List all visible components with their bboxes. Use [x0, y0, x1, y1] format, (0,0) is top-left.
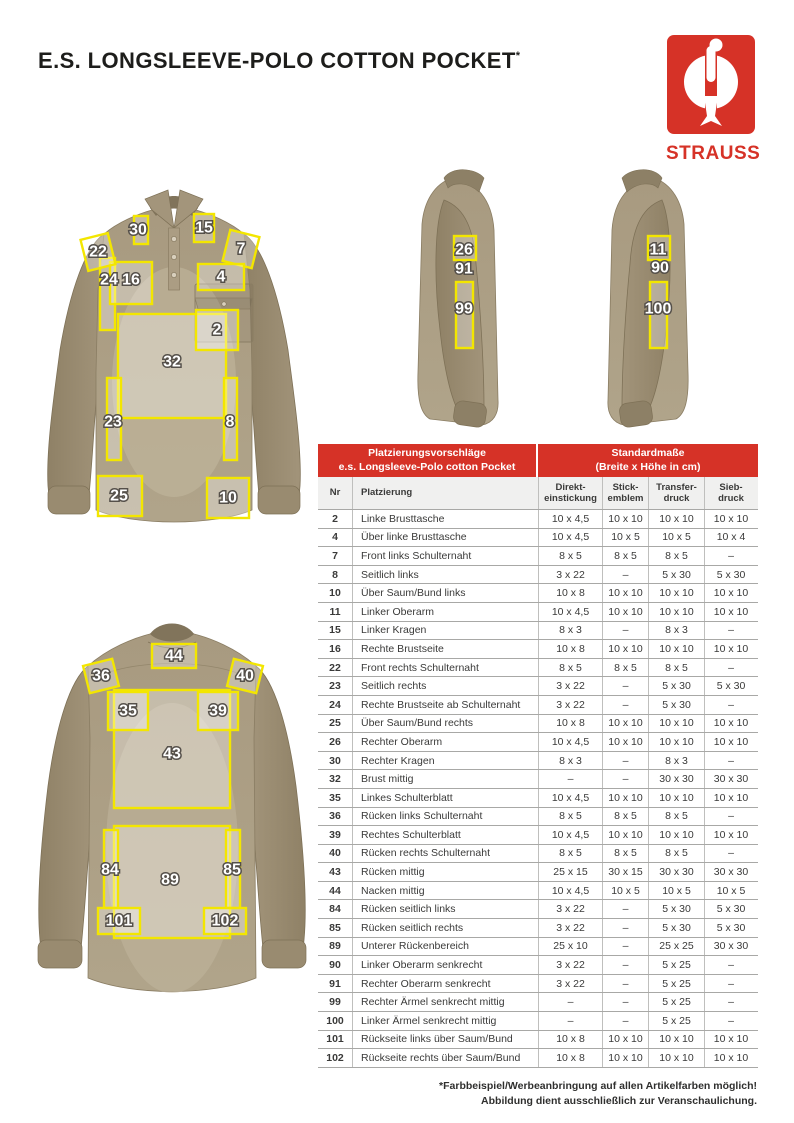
- size-siebdruck: –: [704, 993, 757, 1011]
- group-header-placements: [318, 444, 538, 477]
- table-row: [318, 882, 758, 901]
- size-direkteinstickung: 8 x 3: [538, 752, 602, 770]
- size-siebdruck: 10 x 10: [704, 789, 757, 807]
- placement-marker-number-84: 84: [101, 861, 119, 879]
- row-placement: Über Saum/Bund links: [352, 584, 538, 602]
- placement-marker-number-15: 15: [195, 219, 213, 237]
- column-header-stickemblem: Stick- emblem: [602, 477, 648, 509]
- shirt-front-view: [28, 172, 320, 550]
- size-siebdruck: –: [704, 975, 757, 993]
- size-stickemblem: –: [602, 956, 648, 974]
- placement-marker-number-35: 35: [119, 702, 137, 720]
- row-nr: 85: [329, 921, 341, 934]
- size-stickemblem: 8 x 5: [602, 845, 648, 863]
- table-row: [318, 956, 758, 975]
- table-row: [318, 919, 758, 938]
- size-transferdruck: 10 x 10: [648, 584, 704, 602]
- size-transferdruck: 5 x 25: [648, 1012, 704, 1030]
- group-header-placements-line2: e.s. Longsleeve-Polo cotton Pocket: [338, 460, 516, 473]
- table-row: [318, 547, 758, 566]
- placement-marker-number-100: 100: [644, 300, 672, 318]
- size-transferdruck: 30 x 30: [648, 770, 704, 788]
- size-siebdruck: 30 x 30: [704, 938, 757, 956]
- size-direkteinstickung: –: [538, 993, 602, 1011]
- column-header-nr: Nr: [329, 487, 341, 499]
- placement-marker-number-44: 44: [165, 647, 183, 665]
- placement-marker-number-26: 26: [455, 241, 473, 259]
- size-siebdruck: 5 x 30: [704, 900, 757, 918]
- placement-marker-number-43: 43: [163, 745, 181, 763]
- footnote-line1: *Farbbeispiel/Werbeanbringung auf allen Artikelfarben möglich!: [439, 1080, 757, 1092]
- placement-size-table: [318, 444, 758, 1068]
- placement-marker-number-91: 91: [455, 260, 473, 278]
- row-nr: 101: [326, 1033, 344, 1046]
- size-siebdruck: –: [704, 659, 757, 677]
- row-nr: 26: [329, 735, 341, 748]
- table-row: [318, 584, 758, 603]
- table-row: [318, 826, 758, 845]
- size-siebdruck: 30 x 30: [704, 770, 757, 788]
- size-transferdruck: 5 x 25: [648, 956, 704, 974]
- row-nr: 90: [329, 959, 341, 972]
- size-direkteinstickung: 8 x 5: [538, 808, 602, 826]
- size-stickemblem: –: [602, 993, 648, 1011]
- size-stickemblem: 10 x 10: [602, 733, 648, 751]
- size-transferdruck: 10 x 10: [648, 826, 704, 844]
- table-row: [318, 845, 758, 864]
- placement-marker-number-85: 85: [223, 861, 241, 879]
- row-nr: 4: [332, 531, 338, 544]
- size-transferdruck: 8 x 5: [648, 845, 704, 863]
- placement-marker-number-4: 4: [216, 268, 226, 286]
- table-row: [318, 677, 758, 696]
- table-row: [318, 696, 758, 715]
- size-transferdruck: 10 x 10: [648, 1031, 704, 1049]
- size-stickemblem: –: [602, 677, 648, 695]
- size-direkteinstickung: 3 x 22: [538, 677, 602, 695]
- size-direkteinstickung: 8 x 5: [538, 547, 602, 565]
- row-nr: 8: [332, 568, 338, 581]
- table-row: [318, 622, 758, 641]
- row-placement: Rücken rechts Schulternaht: [352, 845, 538, 863]
- size-siebdruck: 10 x 10: [704, 603, 757, 621]
- size-direkteinstickung: 25 x 10: [538, 938, 602, 956]
- row-nr: 102: [326, 1052, 344, 1065]
- placement-marker-number-8: 8: [225, 413, 235, 431]
- size-siebdruck: –: [704, 547, 757, 565]
- row-nr: 2: [332, 512, 338, 525]
- table-row: [318, 808, 758, 827]
- table-row: [318, 993, 758, 1012]
- table-row: [318, 975, 758, 994]
- size-siebdruck: 10 x 4: [704, 529, 757, 547]
- row-nr: 7: [332, 549, 338, 562]
- size-stickemblem: 30 x 15: [602, 863, 648, 881]
- row-placement: Rechter Oberarm senkrecht: [352, 975, 538, 993]
- row-nr: 40: [329, 847, 341, 860]
- row-nr: 22: [329, 661, 341, 674]
- table-row: [318, 752, 758, 771]
- row-nr: 100: [326, 1014, 344, 1027]
- size-stickemblem: 10 x 10: [602, 789, 648, 807]
- size-transferdruck: 25 x 25: [648, 938, 704, 956]
- size-direkteinstickung: 10 x 4,5: [538, 826, 602, 844]
- row-placement: Linkes Schulterblatt: [352, 789, 538, 807]
- placement-marker-number-2: 2: [212, 321, 222, 339]
- table-column-header-row: [318, 477, 758, 510]
- size-stickemblem: –: [602, 622, 648, 640]
- row-placement: Rückseite rechts über Saum/Bund: [352, 1049, 538, 1067]
- title-asterisk: *: [515, 49, 521, 62]
- row-placement: Über Saum/Bund rechts: [352, 715, 538, 733]
- size-siebdruck: –: [704, 752, 757, 770]
- row-placement: Linker Kragen: [352, 622, 538, 640]
- size-transferdruck: 10 x 10: [648, 789, 704, 807]
- table-row: [318, 715, 758, 734]
- row-nr: 11: [329, 605, 341, 618]
- logo-wordmark: STRAUSS: [666, 143, 761, 164]
- size-direkteinstickung: 25 x 15: [538, 863, 602, 881]
- row-placement: Rechte Brustseite: [352, 640, 538, 658]
- row-nr: 23: [329, 680, 341, 693]
- size-siebdruck: 5 x 30: [704, 566, 757, 584]
- row-placement: Unterer Rückenbereich: [352, 938, 538, 956]
- size-direkteinstickung: 10 x 4,5: [538, 733, 602, 751]
- size-stickemblem: 8 x 5: [602, 659, 648, 677]
- size-stickemblem: –: [602, 696, 648, 714]
- size-siebdruck: 10 x 10: [704, 715, 757, 733]
- row-nr: 44: [329, 884, 341, 897]
- size-direkteinstickung: 10 x 4,5: [538, 510, 602, 528]
- row-placement: Linker Oberarm senkrecht: [352, 956, 538, 974]
- table-row: [318, 770, 758, 789]
- group-header-sizes-line1: Standardmaße: [611, 446, 685, 459]
- strauss-ostrich-icon: [666, 34, 756, 135]
- size-transferdruck: 5 x 25: [648, 975, 704, 993]
- placement-marker-number-23: 23: [104, 413, 122, 431]
- table-row: [318, 900, 758, 919]
- size-siebdruck: –: [704, 845, 757, 863]
- table-row: [318, 1049, 758, 1068]
- table-row: [318, 1031, 758, 1050]
- size-transferdruck: 10 x 10: [648, 510, 704, 528]
- table-row: [318, 510, 758, 529]
- size-stickemblem: 10 x 10: [602, 603, 648, 621]
- shirt-back-view: [24, 598, 320, 1018]
- shirt-side-views: [394, 162, 790, 448]
- row-placement: Front rechts Schulternaht: [352, 659, 538, 677]
- placement-marker-number-36: 36: [92, 667, 110, 685]
- table-row: [318, 659, 758, 678]
- size-transferdruck: 5 x 30: [648, 900, 704, 918]
- size-siebdruck: –: [704, 696, 757, 714]
- size-stickemblem: 10 x 10: [602, 826, 648, 844]
- size-direkteinstickung: 10 x 4,5: [538, 882, 602, 900]
- size-direkteinstickung: 3 x 22: [538, 919, 602, 937]
- size-transferdruck: 10 x 5: [648, 529, 704, 547]
- size-stickemblem: 10 x 5: [602, 529, 648, 547]
- row-nr: 99: [329, 996, 341, 1009]
- placement-marker-number-32: 32: [163, 353, 181, 371]
- size-direkteinstickung: 3 x 22: [538, 956, 602, 974]
- size-stickemblem: 8 x 5: [602, 547, 648, 565]
- row-nr: 30: [329, 754, 341, 767]
- row-nr: 84: [329, 903, 341, 916]
- row-placement: Rücken seitlich links: [352, 900, 538, 918]
- row-placement: Linker Oberarm: [352, 603, 538, 621]
- row-placement: Rücken seitlich rechts: [352, 919, 538, 937]
- size-stickemblem: 10 x 10: [602, 1031, 648, 1049]
- group-header-sizes: [538, 444, 758, 477]
- placement-marker-number-90: 90: [651, 259, 669, 277]
- row-nr: 16: [329, 642, 341, 655]
- row-placement: Linke Brusttasche: [352, 510, 538, 528]
- row-placement: Über linke Brusttasche: [352, 529, 538, 547]
- placement-marker-number-11: 11: [649, 241, 667, 259]
- row-nr: 36: [329, 810, 341, 823]
- row-nr: 43: [329, 866, 341, 879]
- size-direkteinstickung: 10 x 8: [538, 1049, 602, 1067]
- size-siebdruck: –: [704, 956, 757, 974]
- size-direkteinstickung: 8 x 5: [538, 845, 602, 863]
- shirt-back-sleeve-art: [38, 666, 94, 968]
- footnote-line2: Abbildung dient ausschließlich zur Veranschaulichung.: [481, 1094, 757, 1107]
- column-header-transferdruck: Transfer- druck: [648, 477, 704, 509]
- strauss-logo: [666, 34, 761, 165]
- size-direkteinstickung: 10 x 8: [538, 715, 602, 733]
- placement-marker-number-99: 99: [455, 300, 473, 318]
- size-siebdruck: –: [704, 622, 757, 640]
- size-stickemblem: –: [602, 938, 648, 956]
- placement-marker-number-25: 25: [110, 487, 128, 505]
- placement-marker-number-16: 16: [122, 271, 140, 289]
- column-header-direkteinstickung: Direkt- einstickung: [538, 477, 602, 509]
- row-nr: 24: [329, 698, 341, 711]
- group-header-sizes-line2: (Breite x Höhe in cm): [595, 460, 701, 473]
- placement-marker-number-30: 30: [129, 221, 147, 239]
- row-placement: Seitlich rechts: [352, 677, 538, 695]
- size-direkteinstickung: 10 x 4,5: [538, 789, 602, 807]
- size-direkteinstickung: 10 x 4,5: [538, 603, 602, 621]
- placement-marker-number-7: 7: [236, 240, 246, 258]
- size-direkteinstickung: 3 x 22: [538, 900, 602, 918]
- size-siebdruck: 10 x 10: [704, 733, 757, 751]
- size-siebdruck: 10 x 5: [704, 882, 757, 900]
- size-direkteinstickung: 3 x 22: [538, 696, 602, 714]
- size-direkteinstickung: 8 x 3: [538, 622, 602, 640]
- size-stickemblem: –: [602, 566, 648, 584]
- size-stickemblem: 10 x 10: [602, 1049, 648, 1067]
- size-siebdruck: 10 x 10: [704, 584, 757, 602]
- size-transferdruck: 8 x 3: [648, 752, 704, 770]
- placement-marker-number-10: 10: [219, 489, 237, 507]
- size-siebdruck: 10 x 10: [704, 510, 757, 528]
- table-row: [318, 566, 758, 585]
- row-nr: 10: [329, 587, 341, 600]
- size-stickemblem: –: [602, 900, 648, 918]
- group-header-placements-line1: Platzierungsvorschläge: [368, 446, 486, 459]
- size-stickemblem: 8 x 5: [602, 808, 648, 826]
- column-header-platzierung: Platzierung: [352, 477, 538, 509]
- page-title: E.S. LONGSLEEVE-POLO COTTON POCKET*: [38, 47, 521, 73]
- size-transferdruck: 10 x 10: [648, 640, 704, 658]
- row-placement: Rückseite links über Saum/Bund: [352, 1031, 538, 1049]
- size-stickemblem: –: [602, 752, 648, 770]
- row-placement: Brust mittig: [352, 770, 538, 788]
- size-siebdruck: 10 x 10: [704, 1049, 757, 1067]
- row-nr: 35: [329, 791, 341, 804]
- size-transferdruck: 5 x 30: [648, 566, 704, 584]
- row-placement: Front links Schulternaht: [352, 547, 538, 565]
- size-siebdruck: 5 x 30: [704, 919, 757, 937]
- size-stickemblem: –: [602, 770, 648, 788]
- size-transferdruck: 10 x 5: [648, 882, 704, 900]
- size-stickemblem: 10 x 10: [602, 640, 648, 658]
- table-row: [318, 640, 758, 659]
- table-row: [318, 1012, 758, 1031]
- size-transferdruck: 8 x 5: [648, 659, 704, 677]
- size-transferdruck: 5 x 25: [648, 993, 704, 1011]
- size-direkteinstickung: –: [538, 1012, 602, 1030]
- size-stickemblem: 10 x 10: [602, 584, 648, 602]
- placement-marker-number-101: 101: [105, 912, 133, 930]
- placement-marker-number-24: 24: [100, 271, 118, 289]
- row-nr: 91: [329, 977, 341, 990]
- row-nr: 89: [329, 940, 341, 953]
- placement-marker-number-39: 39: [209, 702, 227, 720]
- placement-marker-number-102: 102: [211, 912, 239, 930]
- size-direkteinstickung: 3 x 22: [538, 566, 602, 584]
- row-placement: Rechter Oberarm: [352, 733, 538, 751]
- row-nr: 32: [329, 773, 341, 786]
- table-group-header-row: [318, 444, 758, 477]
- size-stickemblem: 10 x 10: [602, 715, 648, 733]
- row-nr: 25: [329, 717, 341, 730]
- table-row: [318, 529, 758, 548]
- size-siebdruck: 10 x 10: [704, 640, 757, 658]
- size-siebdruck: 10 x 10: [704, 1031, 757, 1049]
- size-stickemblem: 10 x 5: [602, 882, 648, 900]
- size-transferdruck: 5 x 30: [648, 919, 704, 937]
- size-siebdruck: 10 x 10: [704, 826, 757, 844]
- table-row: [318, 603, 758, 622]
- size-transferdruck: 5 x 30: [648, 677, 704, 695]
- table-row: [318, 863, 758, 882]
- size-transferdruck: 10 x 10: [648, 715, 704, 733]
- table-row: [318, 733, 758, 752]
- size-siebdruck: 30 x 30: [704, 863, 757, 881]
- size-stickemblem: –: [602, 975, 648, 993]
- size-transferdruck: 10 x 10: [648, 1049, 704, 1067]
- size-direkteinstickung: 3 x 22: [538, 975, 602, 993]
- size-transferdruck: 5 x 30: [648, 696, 704, 714]
- table-row: [318, 789, 758, 808]
- row-placement: Rechte Brustseite ab Schulternaht: [352, 696, 538, 714]
- row-placement: Linker Ärmel senkrecht mittig: [352, 1012, 538, 1030]
- column-header-siebdruck: Sieb- druck: [704, 477, 757, 509]
- table-body: [318, 510, 758, 1068]
- table-row: [318, 938, 758, 957]
- size-direkteinstickung: 8 x 5: [538, 659, 602, 677]
- row-nr: 15: [329, 624, 341, 637]
- size-direkteinstickung: 10 x 8: [538, 1031, 602, 1049]
- size-transferdruck: 10 x 10: [648, 733, 704, 751]
- placement-marker-number-22: 22: [89, 243, 107, 261]
- row-placement: Rücken mittig: [352, 863, 538, 881]
- size-direkteinstickung: 10 x 4,5: [538, 529, 602, 547]
- size-direkteinstickung: 10 x 8: [538, 640, 602, 658]
- size-stickemblem: 10 x 10: [602, 510, 648, 528]
- size-siebdruck: –: [704, 1012, 757, 1030]
- size-stickemblem: –: [602, 1012, 648, 1030]
- row-placement: Rechter Ärmel senkrecht mittig: [352, 993, 538, 1011]
- size-transferdruck: 10 x 10: [648, 603, 704, 621]
- size-siebdruck: 5 x 30: [704, 677, 757, 695]
- placement-marker-number-40: 40: [236, 667, 254, 685]
- row-placement: Seitlich links: [352, 566, 538, 584]
- size-direkteinstickung: 10 x 8: [538, 584, 602, 602]
- size-siebdruck: –: [704, 808, 757, 826]
- size-transferdruck: 8 x 5: [648, 808, 704, 826]
- row-placement: Rücken links Schulternaht: [352, 808, 538, 826]
- footnote: [439, 1079, 757, 1108]
- row-placement: Rechter Kragen: [352, 752, 538, 770]
- row-placement: Nacken mittig: [352, 882, 538, 900]
- size-stickemblem: –: [602, 919, 648, 937]
- size-direkteinstickung: –: [538, 770, 602, 788]
- size-transferdruck: 8 x 5: [648, 547, 704, 565]
- placement-marker-number-89: 89: [161, 871, 179, 889]
- size-transferdruck: 8 x 3: [648, 622, 704, 640]
- size-transferdruck: 30 x 30: [648, 863, 704, 881]
- row-nr: 39: [329, 828, 341, 841]
- row-placement: Rechtes Schulterblatt: [352, 826, 538, 844]
